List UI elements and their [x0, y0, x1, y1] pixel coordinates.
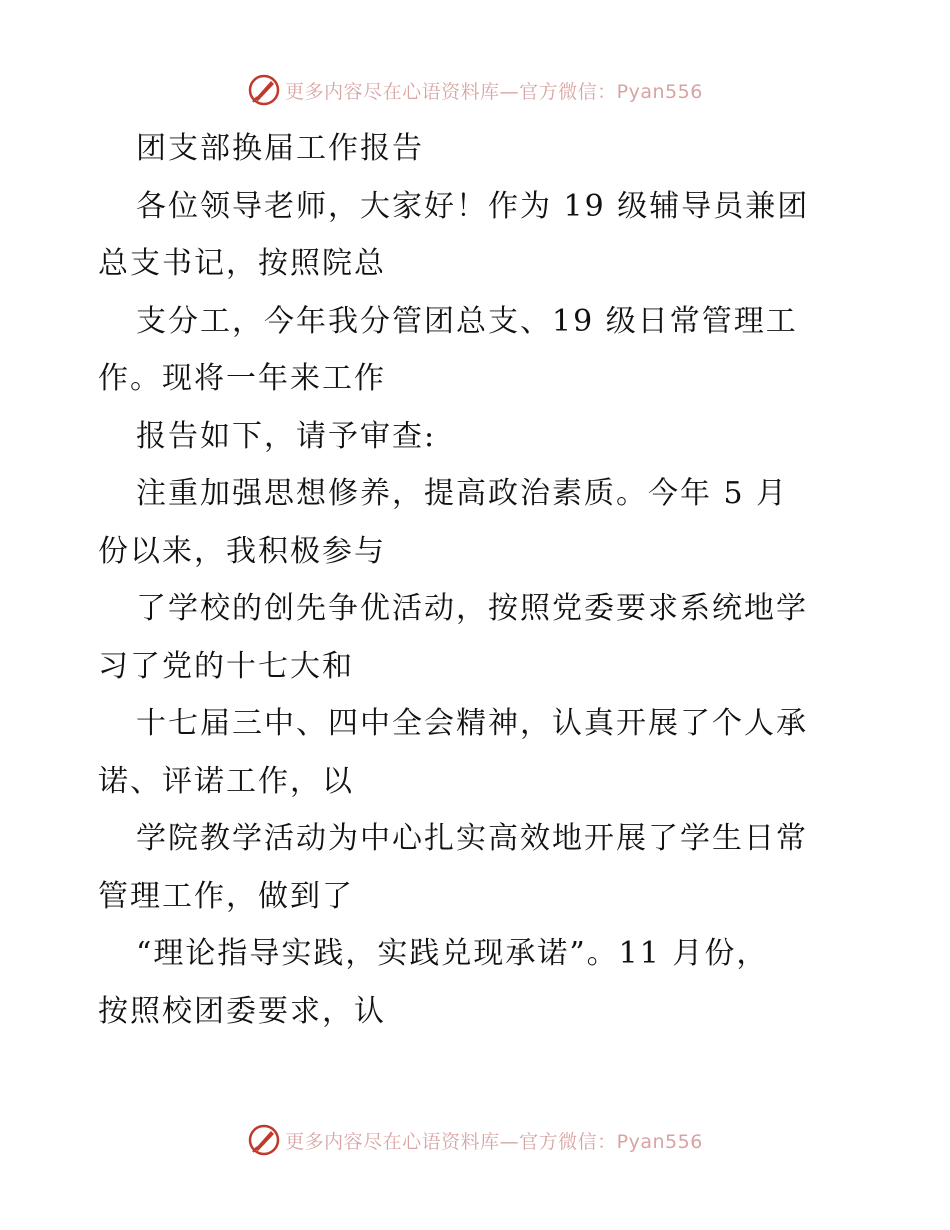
watermark-text: 更多内容尽在心语资料库—官方微信：Pyan556: [285, 1130, 703, 1153]
text-line: 各位领导老师，大家好！作为 19 级辅导员兼团: [136, 188, 810, 224]
text-line: 支分工，今年我分管团总支、19 级日常管理工: [136, 303, 798, 339]
quill-logo-icon: [247, 73, 281, 107]
text-line: 十七届三中、四中全会精神，认真开展了个人承: [136, 706, 808, 741]
text-line: 总支书记，按照院总: [98, 246, 386, 281]
text-line: 学院教学活动为中心扎实高效地开展了学生日常: [136, 821, 808, 856]
text-line: 报告如下，请予审查:: [136, 418, 437, 454]
text-line: 了学校的创先争优活动，按照党委要求系统地学: [136, 591, 808, 626]
document-body: [98, 120, 858, 1040]
text-line: “理论指导实践，实践兑现承诺”。11 月份，: [136, 936, 769, 971]
text-line: 团支部换届工作报告: [136, 131, 424, 166]
footer-watermark: [0, 1120, 950, 1160]
header-watermark: [0, 70, 950, 110]
quill-logo-icon: [247, 1123, 281, 1157]
text-line: 注重加强思想修养，提高政治素质。今年 5 月: [136, 476, 789, 511]
text-line: 管理工作，做到了: [98, 878, 354, 914]
text-line: 份以来，我积极参与: [98, 533, 386, 569]
watermark-text: 更多内容尽在心语资料库—官方微信：Pyan556: [285, 80, 703, 103]
text-line: 作。现将一年来工作: [98, 361, 386, 396]
text-line: 诺、评诺工作，以: [98, 763, 354, 799]
text-line: 习了党的十七大和: [98, 648, 354, 684]
text-line: 按照校团委要求，认: [98, 993, 386, 1029]
